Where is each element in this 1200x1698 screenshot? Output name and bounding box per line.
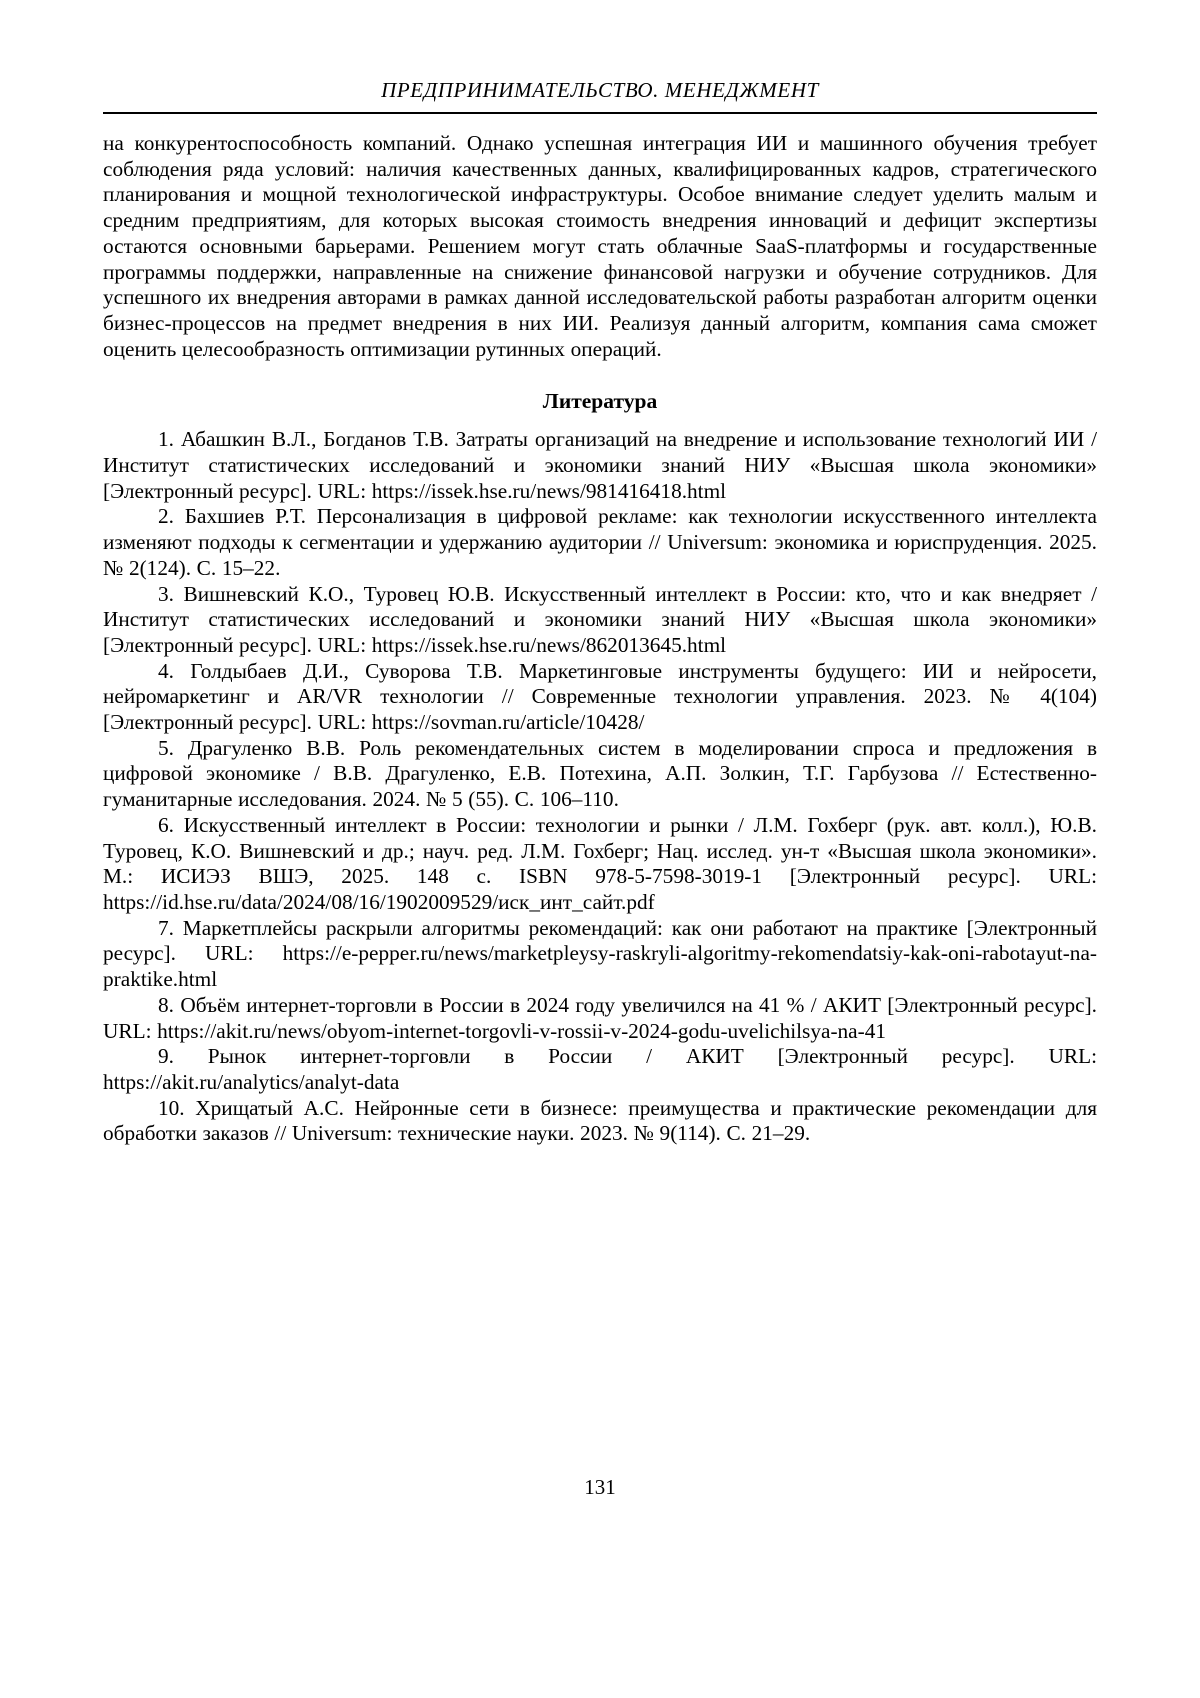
running-header: ПРЕДПРИНИМАТЕЛЬСТВО. МЕНЕДЖМЕНТ [103,78,1097,114]
reference-item: 6. Искусственный интеллект в России: технологии и рынки / Л.М. Гохберг (рук. авт. колл.), Ю.В. Туровец, К.О. Вишневский и др.; науч. ред. Л.М. Гохберг; Нац. исслед. ун-т «Высшая школа экономики». М.: ИСИЭЗ ВШЭ, 2025. 148 с. ISBN 978-5-7598-3019-1 [Электронный ресурс]. URL: https://id.hse.ru/data/2024/08/16/1902009529/иск_инт_сайт.pdf [103,812,1097,914]
reference-item: 1. Абашкин В.Л., Богданов Т.В. Затраты организаций на внедрение и использование технологий ИИ / Институт статистических исследований и экономики знаний НИУ «Высшая школа экономики» [Электронный ресурс]. URL: https://issek.hse.ru/news/981416418.html [103,427,1097,503]
references-heading: Литература [542,389,658,414]
reference-item: 2. Бахшиев Р.Т. Персонализация в цифровой рекламе: как технологии искусственного интеллекта изменяют подходы к сегментации и удержанию аудитории // Universum: экономика и юриспруденция. 2025. № 2(124). С. 15–22. [103,504,1097,580]
reference-item: 9. Рынок интернет-торговли в России / АКИТ [Электронный ресурс]. URL: https://akit.ru/analytics/analyt-data [103,1044,1097,1094]
body-paragraph: на конкурентоспособность компаний. Однако успешная интеграция ИИ и машинного обучения требует соблюдения ряда условий: наличия качественных данных, квалифицированных кадров, стратегического планирования и мощной технологической инфраструктуры. Особое внимание следует уделить малым и средним предприятиям, для которых высокая стоимость внедрения инноваций и дефицит экспертизы остаются основными барьерами. Решением могут стать облачные SaaS-платформы и государственные программы поддержки, направленные на снижение финансовой нагрузки и обучение сотрудников. Для успешного их внедрения авторами в рамках данной исследовательской работы разработан алгоритм оценки бизнес-процессов на предмет внедрения в них ИИ. Реализуя данный алгоритм, компания сама сможет оценить целесообразность оптимизации рутинных операций. [103,131,1097,361]
reference-item: 5. Драгуленко В.В. Роль рекомендательных систем в моделировании спроса и предложения в цифровой экономике / В.В. Драгуленко, Е.В. Потехина, А.П. Золкин, Т.Г. Гарбузова // Естественно-гуманитарные исследования. 2024. № 5 (55). С. 106–110. [103,735,1097,812]
reference-item: 7. Маркетплейсы раскрыли алгоритмы рекомендаций: как они работают на практике [Электронный ресурс]. URL: https://e-pepper.ru/news/marketpleysy-raskryli-algoritmy-rekomendatsiy-kak-oni-rabotayut-na-praktike.html [103,915,1097,992]
reference-item: 4. Голдыбаев Д.И., Суворова Т.В. Маркетинговые инструменты будущего: ИИ и нейросети, нейромаркетинг и AR/VR технологии // Современные технологии управления. 2023. № 4(104) [Электронный ресурс]. URL: https://sovman.ru/article/10428/ [103,658,1097,735]
reference-item: 8. Объём интернет-торговли в России в 2024 году увеличился на 41 % / АКИТ [Электронный ресурс]. URL: https://akit.ru/news/obyom-internet-torgovli-v-rossii-v-2024-godu-uvelichilsya-na-41 [103,992,1097,1043]
reference-item: 3. Вишневский К.О., Туровец Ю.В. Искусственный интеллект в России: кто, что и как внедряет / Институт статистических исследований и экономики знаний НИУ «Высшая школа экономики» [Электронный ресурс]. URL: https://issek.hse.ru/news/862013645.html [103,581,1097,657]
page-number: 131 [584,1475,616,1499]
references-list [103,427,1097,1147]
reference-item: 10. Хрищатый А.С. Нейронные сети в бизнесе: преимущества и практические рекомендации для обработки заказов // Universum: технические науки. 2023. № 9(114). С. 21–29. [103,1095,1097,1146]
